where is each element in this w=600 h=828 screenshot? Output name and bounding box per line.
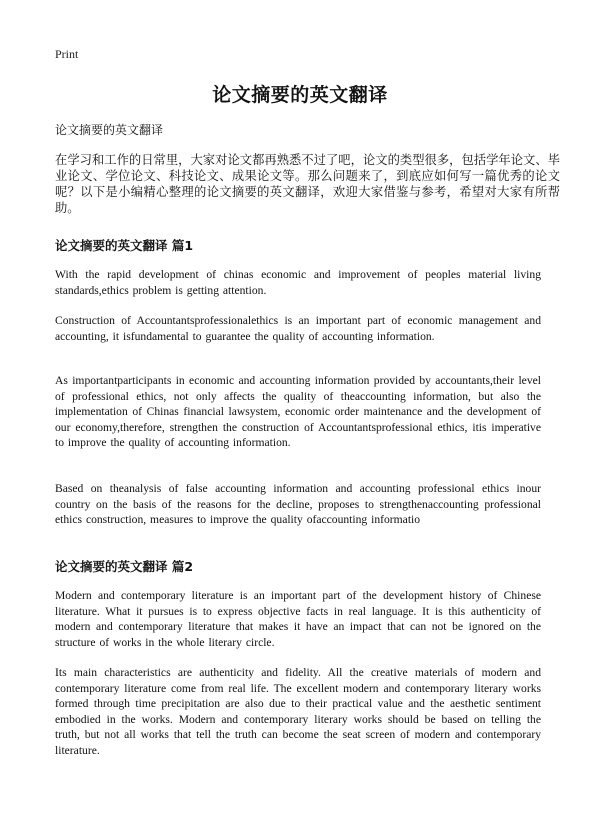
section-1-paragraph-4: Based on theanalysis of false accounting information and accounting professional ethics inour country on the basis of the reasons for the decline, proposes to strengthenaccounting professional ethics construction, measures to improve the quality ofaccounting informatio — [55, 482, 541, 527]
section-1-paragraph-1: With the rapid development of chinas economic and improvement of peoples material living standards,ethics problem is getting attention. — [55, 268, 541, 297]
section-1-paragraph-2: Construction of Accountantsprofessionalethics is an important part of economic management and accounting, it isfundamental to guarantee the quality of accounting information. — [55, 314, 541, 343]
section-2-paragraph-2: Its main characteristics are authenticity and fidelity. All the creative materials of modern and contemporary literature come from real life. The excellent modern and contemporary literary works formed through time precipitation are also due to their practical value and the aesthetic sentiment embodied in the works. Modern and contemporary literary works should be based on telling the truth, but not all works that tell the truth can become the seat screen of modern and contemporary literature. — [55, 666, 541, 757]
section-heading-1: 论文摘要的英文翻译 篇1 — [55, 238, 194, 253]
section-1-paragraph-3: As importantparticipants in economic and accounting information provided by accountants,their level of professional ethics, not only affects the quality of theaccounting information, but also the implementation of Chinas financial lawsystem, economic order maintenance and the development of our economy,therefore, strengthen the construction of Accountantsprofessional ethics, itis imperative to improve the quality of accounting information. — [55, 374, 541, 450]
document-subtitle: 论文摘要的英文翻译 — [55, 123, 164, 137]
section-2-paragraph-1: Modern and contemporary literature is an important part of the development history of Chinese literature. What it pursues is to express objective facts in real language. It is this authenticity of modern and contemporary literature that makes it have an impact that can not be ignored on the structure of works in the whole literary circle. — [55, 589, 541, 649]
intro-paragraph: 在学习和工作的日常里，大家对论文都再熟悉不过了吧，论文的类型很多，包括学年论文、毕业论文、学位论文、科技论文、成果论文等。那么问题来了，到底应如何写一篇优秀的论文呢？以下是小编精心整理的论文摘要的英文翻译，欢迎大家借鉴与参考，希望对大家有所帮助。 — [55, 153, 560, 215]
document-title: 论文摘要的英文翻译 — [212, 84, 388, 106]
print-label: Print — [55, 47, 79, 61]
section-heading-2: 论文摘要的英文翻译 篇2 — [55, 559, 194, 574]
